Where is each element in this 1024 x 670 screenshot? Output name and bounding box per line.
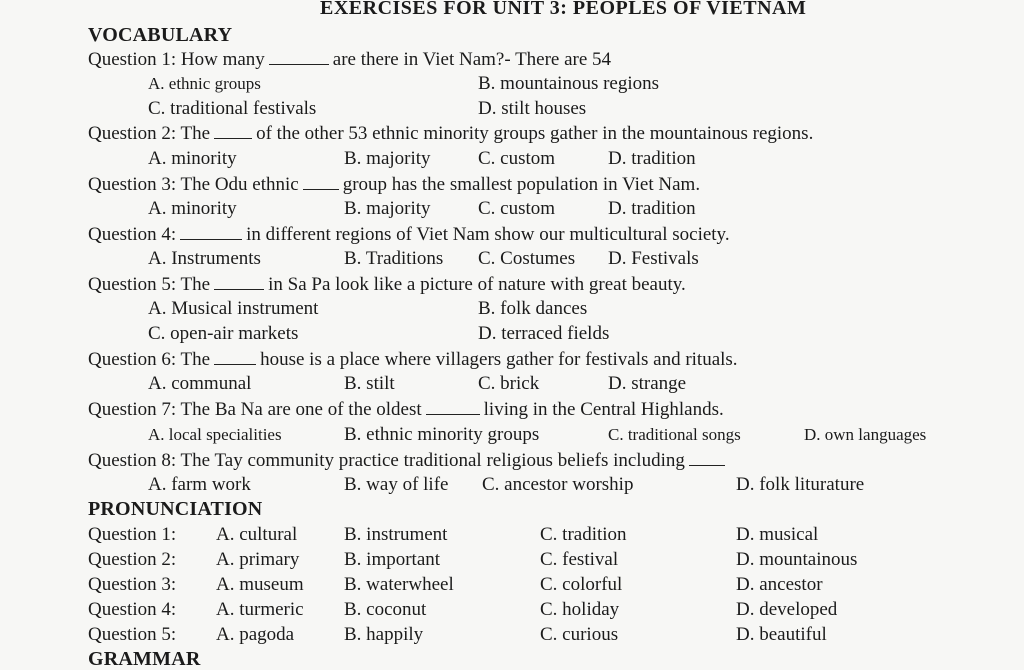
question-2-text-after: of the other 53 ethnic minority groups gather in the mountainous regions. [256, 123, 814, 144]
question-1-text-before: Question 1: How many [88, 49, 265, 70]
question-4-option-a: A. Instruments [148, 248, 261, 269]
question-7-option-c: C. traditional songs [608, 425, 741, 444]
answer-blank [689, 449, 725, 466]
question-1-option-b: B. mountainous regions [478, 73, 660, 94]
question-2-stem [88, 122, 813, 145]
answer-blank [269, 48, 329, 65]
question-6-option-c: C. brick [478, 373, 540, 394]
question-5-stem [88, 273, 686, 296]
question-7-option-d: D. own languages [804, 425, 927, 444]
question-7-option-b: B. ethnic minority groups [344, 424, 540, 445]
pronunciation-q5-option-a: A. pagoda [216, 624, 295, 645]
question-8-option-d: D. folk liturature [736, 474, 865, 495]
pronunciation-q5-label: Question 5: [88, 624, 177, 645]
pronunciation-q5-option-b: B. happily [344, 624, 424, 645]
pronunciation-q4-option-d: D. developed [736, 599, 838, 620]
question-8-option-a: A. farm work [148, 474, 251, 495]
question-5-text-after: in Sa Pa look like a picture of nature with great beauty. [268, 274, 686, 295]
question-3-option-a: A. minority [148, 198, 237, 219]
question-4-stem [88, 223, 730, 246]
question-2-option-b: B. majority [344, 148, 431, 169]
pronunciation-q3-option-d: D. ancestor [736, 574, 823, 595]
pronunciation-q4-option-c: C. holiday [540, 599, 620, 620]
question-8-stem [88, 449, 729, 472]
question-3-text-after: group has the smallest population in Viet Nam. [342, 174, 701, 195]
pronunciation-q1-option-c: C. tradition [540, 524, 627, 545]
answer-blank [214, 348, 256, 365]
question-5-text-before: Question 5: The [88, 274, 211, 295]
answer-blank [426, 398, 480, 415]
pronunciation-q4-label: Question 4: [88, 599, 177, 620]
question-5-option-d: D. terraced fields [478, 323, 610, 344]
question-6-option-d: D. strange [608, 373, 687, 394]
question-3-stem [88, 173, 700, 196]
question-3-text-before: Question 3: The Odu ethnic [88, 174, 299, 195]
pronunciation-q3-option-c: C. colorful [540, 574, 623, 595]
pronunciation-q4-option-b: B. coconut [344, 599, 427, 620]
pronunciation-q5-option-d: D. beautiful [736, 624, 827, 645]
question-4-text-before: Question 4: [88, 224, 177, 245]
question-6-text-before: Question 6: The [88, 349, 211, 370]
question-1-option-c: C. traditional festivals [148, 98, 317, 119]
pronunciation-q4-option-a: A. turmeric [216, 599, 304, 620]
question-8-option-b: B. way of life [344, 474, 449, 495]
pronunciation-q2-option-a: A. primary [216, 549, 300, 570]
question-2-option-a: A. minority [148, 148, 237, 169]
page-title: EXERCISES FOR UNIT 3: PEOPLES OF VIETNAM [320, 0, 807, 20]
question-6-stem [88, 348, 738, 371]
question-4-text-after: in different regions of Viet Nam show our multicultural society. [246, 224, 730, 245]
question-3-option-c: C. custom [478, 198, 556, 219]
pronunciation-q2-option-d: D. mountainous [736, 549, 858, 570]
question-4-option-c: C. Costumes [478, 248, 576, 269]
section-heading-vocabulary: VOCABULARY [88, 24, 233, 46]
answer-blank [303, 173, 339, 190]
question-3-option-d: D. tradition [608, 198, 696, 219]
question-2-option-d: D. tradition [608, 148, 696, 169]
question-5-option-b: B. folk dances [478, 298, 588, 319]
question-4-option-b: B. Traditions [344, 248, 444, 269]
question-7-option-a: A. local specialities [148, 425, 282, 444]
pronunciation-q5-option-c: C. curious [540, 624, 619, 645]
pronunciation-q1-option-d: D. musical [736, 524, 819, 545]
question-1-option-a: A. ethnic groups [148, 74, 261, 93]
pronunciation-q2-option-c: C. festival [540, 549, 619, 570]
section-heading-grammar: GRAMMAR [88, 648, 201, 670]
question-6-option-a: A. communal [148, 373, 252, 394]
question-2-option-c: C. custom [478, 148, 556, 169]
question-1-stem [88, 48, 611, 71]
question-2-text-before: Question 2: The [88, 123, 211, 144]
section-heading-pronunciation: PRONUNCIATION [88, 498, 263, 520]
question-1-text-after: are there in Viet Nam?- There are 54 [332, 49, 612, 70]
answer-blank [214, 273, 264, 290]
pronunciation-q3-option-b: B. waterwheel [344, 574, 454, 595]
question-8-option-c: C. ancestor worship [482, 474, 634, 495]
pronunciation-q1-option-a: A. cultural [216, 524, 298, 545]
pronunciation-q3-option-a: A. museum [216, 574, 304, 595]
pronunciation-q2-label: Question 2: [88, 549, 177, 570]
pronunciation-q3-label: Question 3: [88, 574, 177, 595]
question-3-option-b: B. majority [344, 198, 431, 219]
question-6-option-b: B. stilt [344, 373, 395, 394]
question-8-text-before: Question 8: The Tay community practice traditional religious beliefs including [88, 450, 685, 471]
answer-blank [180, 223, 242, 240]
question-7-text-before: Question 7: The Ba Na are one of the oldest [88, 399, 422, 420]
question-6-text-after: house is a place where villagers gather for festivals and rituals. [260, 349, 738, 370]
pronunciation-q2-option-b: B. important [344, 549, 441, 570]
question-7-stem [88, 398, 724, 421]
question-7-text-after: living in the Central Highlands. [483, 399, 724, 420]
pronunciation-q1-label: Question 1: [88, 524, 177, 545]
pronunciation-q1-option-b: B. instrument [344, 524, 448, 545]
question-4-option-d: D. Festivals [608, 248, 699, 269]
question-1-option-d: D. stilt houses [478, 98, 587, 119]
question-5-option-c: C. open-air markets [148, 323, 299, 344]
question-5-option-a: A. Musical instrument [148, 298, 319, 319]
answer-blank [214, 122, 252, 139]
